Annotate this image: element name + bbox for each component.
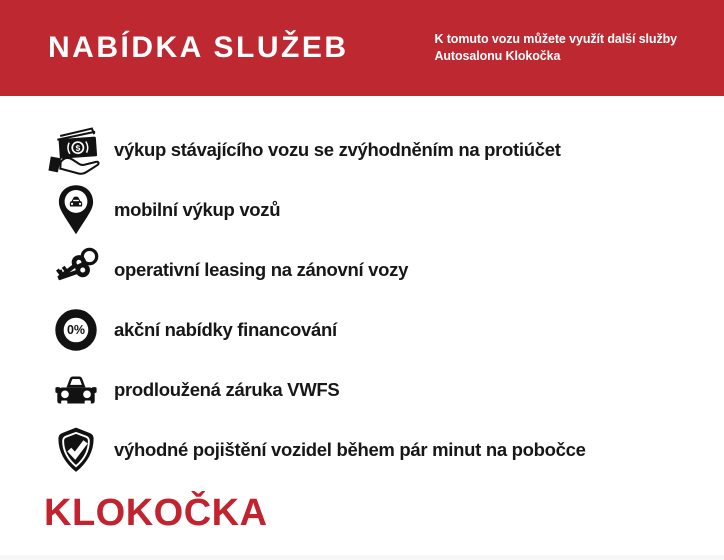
service-label: operativní leasing na zánovní vozy (114, 259, 409, 280)
header-subtitle (434, 31, 677, 65)
cash-in-hand-icon (46, 122, 106, 178)
klokocka-logo: KLOKOČKA (44, 492, 268, 534)
service-item-mobile-buyout (0, 180, 724, 240)
zero-percent-badge: 0% (66, 323, 86, 338)
service-label: mobilní výkup vozů (114, 199, 281, 220)
service-item-financing (0, 300, 724, 360)
zero-percent-icon (46, 302, 106, 358)
header-subtitle-line1: K tomuto vozu můžete využít další služby (434, 32, 677, 46)
service-label: výhodné pojištění vozidel během pár minut na pobočce (114, 439, 586, 460)
money-symbol: $ (75, 142, 81, 154)
service-label: výkup stávajícího vozu se zvýhodněním na protiúčet (114, 139, 561, 160)
service-item-insurance (0, 420, 724, 480)
service-label: prodloužená záruka VWFS (114, 379, 340, 400)
car-location-pin-icon (46, 182, 106, 238)
car-keys-icon (46, 242, 106, 298)
car-icon (46, 362, 106, 418)
service-label: akční nabídky financování (114, 319, 337, 340)
header-band (0, 0, 724, 96)
services-list (0, 120, 724, 480)
page-title: NABÍDKA SLUŽEB (48, 31, 349, 64)
service-item-leasing (0, 240, 724, 300)
service-item-trade-in (0, 120, 724, 180)
bottom-strip (0, 555, 724, 560)
shield-check-icon (46, 422, 106, 478)
service-item-warranty (0, 360, 724, 420)
header-subtitle-line2: Autosalonu Klokočka (434, 49, 561, 63)
